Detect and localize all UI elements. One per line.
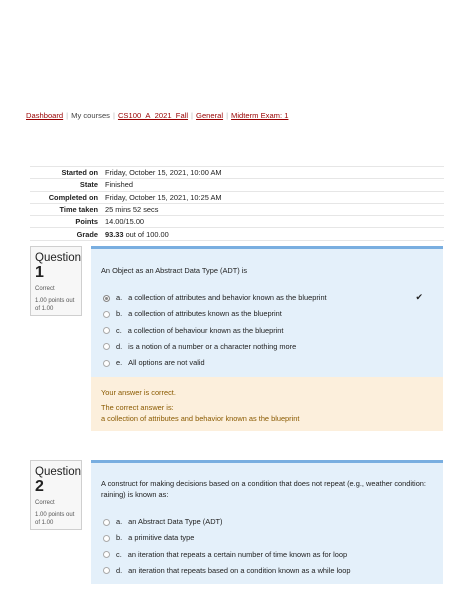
summary-label: Completed on bbox=[30, 191, 105, 203]
radio-icon[interactable] bbox=[103, 567, 110, 574]
summary-label: Grade bbox=[30, 228, 105, 240]
question-1-feedback bbox=[91, 377, 443, 431]
radio-icon[interactable] bbox=[103, 519, 110, 526]
option-text: a collection of attributes known as the blueprint bbox=[128, 309, 282, 319]
option-letter: b. bbox=[116, 309, 123, 319]
option-letter: d. bbox=[116, 565, 123, 575]
option-text: All options are not valid bbox=[128, 358, 205, 368]
breadcrumb-separator: | bbox=[191, 111, 194, 120]
radio-selected-icon[interactable] bbox=[103, 295, 110, 302]
breadcrumb-separator: | bbox=[66, 111, 69, 120]
breadcrumb-dashboard-link[interactable]: Dashboard bbox=[26, 111, 64, 120]
option-letter: b. bbox=[116, 533, 123, 543]
checkmark-icon: ✔ bbox=[415, 292, 423, 302]
question-text: An Object as an Abstract Data Type (ADT) is bbox=[101, 266, 248, 275]
summary-label: State bbox=[30, 179, 105, 191]
summary-row-grade bbox=[30, 228, 444, 240]
question-status: Correct bbox=[35, 500, 55, 506]
breadcrumb-my-courses[interactable]: My courses bbox=[71, 111, 110, 120]
summary-value: Finished bbox=[105, 179, 444, 191]
question-points: 1.00 points out of 1.00 bbox=[35, 512, 75, 526]
summary-value bbox=[105, 228, 444, 240]
question-2-content bbox=[91, 460, 443, 584]
option-text: a collection of behaviour known as the blueprint bbox=[127, 325, 284, 335]
attempt-summary-table bbox=[30, 166, 444, 241]
answer-option-e[interactable] bbox=[101, 358, 433, 374]
option-letter: a. bbox=[116, 293, 123, 302]
answer-option-c[interactable] bbox=[101, 326, 433, 342]
question-text: A construct for making decisions based on a condition that does not repeat (e.g., weather condition: raining) is known as: bbox=[101, 479, 426, 499]
answer-option-c[interactable] bbox=[101, 550, 433, 566]
breadcrumb-course-link[interactable]: CS100_A_2021_Fall bbox=[117, 111, 189, 120]
question-2-info bbox=[30, 460, 82, 530]
radio-icon[interactable] bbox=[103, 343, 110, 350]
summary-row-completed bbox=[30, 191, 444, 203]
summary-label: Time taken bbox=[30, 203, 105, 215]
radio-icon[interactable] bbox=[103, 327, 110, 334]
breadcrumb-general-link[interactable]: General bbox=[196, 111, 224, 120]
breadcrumb-exam-link[interactable]: Midterm Exam: 1 bbox=[231, 111, 289, 120]
option-letter: d. bbox=[116, 341, 123, 351]
radio-icon[interactable] bbox=[103, 360, 110, 367]
summary-row-time-taken bbox=[30, 203, 444, 215]
summary-row-state bbox=[30, 179, 444, 191]
summary-value: 25 mins 52 secs bbox=[105, 203, 444, 215]
option-text: is a notion of a number or a character nothing more bbox=[128, 341, 297, 351]
question-number: 2 bbox=[35, 478, 44, 495]
answer-option-d[interactable] bbox=[101, 342, 433, 358]
answer-option-a[interactable] bbox=[101, 517, 433, 533]
feedback-correct-answer: a collection of attributes and behavior known as the blueprint bbox=[101, 414, 300, 423]
answer-option-b[interactable] bbox=[101, 533, 433, 549]
summary-row-started bbox=[30, 167, 444, 179]
feedback-result: Your answer is correct. bbox=[101, 388, 176, 397]
radio-icon[interactable] bbox=[103, 535, 110, 542]
option-text: an iteration that repeats a certain number of time known as for loop bbox=[127, 549, 348, 559]
option-letter: c. bbox=[116, 325, 122, 335]
option-letter: c. bbox=[116, 549, 122, 559]
summary-label: Points bbox=[30, 216, 105, 228]
question-points: 1.00 points out of 1.00 bbox=[35, 298, 75, 312]
radio-icon[interactable] bbox=[103, 551, 110, 558]
answer-option-d[interactable] bbox=[101, 566, 433, 582]
option-text: an iteration that repeats based on a condition known as a while loop bbox=[128, 565, 351, 575]
summary-value: Friday, October 15, 2021, 10:00 AM bbox=[105, 167, 444, 179]
feedback-correct-label: The correct answer is: bbox=[101, 403, 174, 412]
summary-value: 14.00/15.00 bbox=[105, 216, 444, 228]
question-label: Question bbox=[35, 252, 82, 264]
option-text: a collection of attributes and behavior known as the blueprint bbox=[128, 293, 327, 302]
option-letter: e. bbox=[116, 358, 123, 368]
summary-label: Started on bbox=[30, 167, 105, 179]
summary-row-points bbox=[30, 216, 444, 228]
option-letter: a. bbox=[116, 517, 123, 526]
breadcrumb bbox=[26, 111, 288, 120]
radio-icon[interactable] bbox=[103, 311, 110, 318]
summary-value: Friday, October 15, 2021, 10:25 AM bbox=[105, 191, 444, 203]
grade-out-of: out of 100.00 bbox=[125, 229, 169, 239]
question-status: Correct bbox=[35, 286, 55, 292]
breadcrumb-separator: | bbox=[112, 111, 115, 120]
question-number: 1 bbox=[35, 264, 44, 281]
answer-option-b[interactable] bbox=[101, 309, 433, 325]
answer-option-a[interactable] bbox=[101, 293, 433, 309]
option-text: a primitive data type bbox=[128, 533, 195, 543]
question-label: Question bbox=[35, 466, 82, 478]
question-1-content bbox=[91, 246, 443, 377]
option-text: an Abstract Data Type (ADT) bbox=[128, 517, 223, 526]
breadcrumb-separator: | bbox=[226, 111, 229, 120]
grade-score: 93.33 bbox=[105, 229, 124, 239]
question-1-info bbox=[30, 246, 82, 316]
